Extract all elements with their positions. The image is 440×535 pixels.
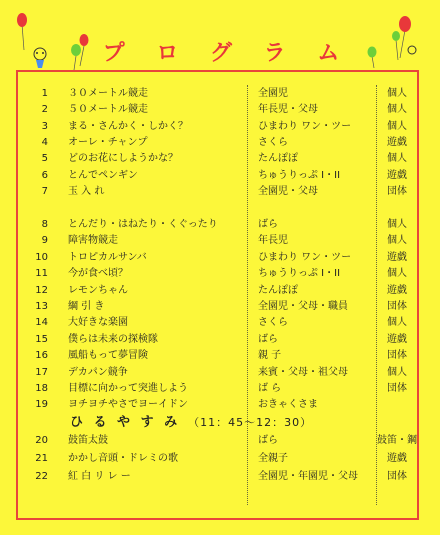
participant-group: 来賓・父母・祖父母 bbox=[258, 366, 348, 378]
event-name: レモンちゃん bbox=[68, 284, 128, 296]
program-row bbox=[22, 315, 417, 331]
participant-group: ひまわり ワン・ツー bbox=[258, 120, 352, 132]
event-name: オーレ・チャンプ bbox=[68, 136, 148, 148]
balloons-left-icon bbox=[10, 10, 90, 70]
event-kind: 遊戯 bbox=[387, 136, 407, 148]
participant-group: ちゅうりっぷ I・II bbox=[258, 268, 341, 280]
event-name: トロピカルサンバ bbox=[68, 251, 147, 263]
item-number: 7 bbox=[41, 185, 48, 197]
event-name: 玉 入 れ bbox=[68, 185, 105, 197]
event-name: 綱 引 き bbox=[68, 301, 105, 312]
event-name: 紅 白 リ レ ー bbox=[68, 471, 131, 482]
item-number: 22 bbox=[35, 471, 48, 482]
balloons-right-icon bbox=[360, 10, 430, 70]
event-name: とんでペンギン bbox=[68, 169, 138, 181]
item-number: 10 bbox=[35, 251, 48, 263]
participant-group: 年長児 bbox=[258, 235, 288, 247]
event-kind: 個人 bbox=[387, 317, 407, 329]
event-name: 大好きな楽園 bbox=[68, 317, 128, 329]
program-row bbox=[22, 332, 417, 348]
participant-group: おきゃくさま bbox=[258, 399, 318, 411]
participant-group: ばら bbox=[258, 333, 278, 345]
program-row bbox=[22, 135, 417, 151]
participant-group: 全園児・父母・職員 bbox=[258, 301, 348, 312]
program-row bbox=[22, 365, 417, 381]
participant-group: ひまわり ワン・ツー bbox=[258, 251, 352, 263]
event-kind: 個人 bbox=[387, 153, 407, 165]
participant-group: 全園児 bbox=[258, 88, 288, 99]
item-number: 20 bbox=[35, 435, 48, 446]
event-kind: 遊戯 bbox=[387, 169, 407, 181]
participant-group: さくら bbox=[258, 136, 288, 148]
event-kind: 遊戯 bbox=[387, 284, 407, 296]
item-number: 4 bbox=[41, 136, 48, 148]
participant-group: 全親子 bbox=[258, 453, 288, 464]
event-name: ヨチヨチやさでヨーイドン bbox=[68, 399, 188, 411]
event-name: ３０メートル競走 bbox=[68, 88, 148, 99]
event-name: とんだり・はねたり・くぐったり bbox=[68, 219, 218, 230]
item-number: 13 bbox=[35, 301, 48, 312]
event-kind: 団体 bbox=[387, 350, 407, 362]
program-row bbox=[22, 250, 417, 266]
event-name: 鼓笛太鼓 bbox=[68, 435, 108, 446]
event-name: かかし音頭・ドレミの歌 bbox=[68, 453, 178, 464]
program-row bbox=[22, 299, 417, 315]
lunch-time: （11：45〜12：30） bbox=[188, 416, 313, 429]
program-row bbox=[22, 151, 417, 167]
item-number: 14 bbox=[35, 317, 48, 329]
event-name: 僕らは未来の探検隊 bbox=[68, 333, 158, 345]
event-kind: 個人 bbox=[387, 268, 407, 280]
item-number: 21 bbox=[35, 453, 48, 464]
program-row bbox=[22, 184, 417, 200]
item-number: 11 bbox=[35, 268, 48, 280]
event-kind: 遊戯 bbox=[387, 453, 407, 464]
event-kind: 個人 bbox=[387, 88, 407, 99]
event-kind: 団体 bbox=[387, 471, 407, 482]
item-number: 19 bbox=[35, 399, 48, 411]
event-name: どのお花にしようかな？ bbox=[68, 153, 178, 165]
program-row bbox=[22, 397, 417, 413]
event-kind: 遊戯 bbox=[387, 333, 407, 345]
event-kind: 団体 bbox=[387, 185, 407, 197]
event-name: 障害物競走 bbox=[68, 235, 118, 247]
program-row bbox=[22, 348, 417, 364]
event-name: ５０メートル競走 bbox=[68, 104, 148, 116]
event-name: 今が食べ頃？ bbox=[68, 268, 128, 280]
program-row bbox=[22, 119, 417, 135]
participant-group: 年長児・父母 bbox=[258, 104, 318, 116]
program-row bbox=[22, 469, 417, 485]
program-row bbox=[22, 283, 417, 299]
item-number: 18 bbox=[35, 383, 48, 394]
lunch-label: ひ る や す み bbox=[70, 415, 181, 430]
event-kind: 遊戯 bbox=[387, 251, 407, 263]
event-kind: 個人 bbox=[387, 104, 407, 116]
item-number: 12 bbox=[35, 284, 48, 296]
event-kind: 個人 bbox=[387, 235, 407, 247]
program-row bbox=[22, 451, 417, 467]
event-kind: 個人 bbox=[387, 120, 407, 132]
program-row bbox=[22, 86, 417, 102]
item-number: 17 bbox=[35, 366, 48, 378]
item-number: 8 bbox=[41, 219, 48, 230]
item-number: 6 bbox=[41, 169, 48, 181]
participant-group: ば ら bbox=[258, 383, 282, 394]
item-number: 5 bbox=[41, 153, 48, 165]
participant-group: ばら bbox=[258, 435, 278, 446]
item-number: 9 bbox=[41, 235, 48, 247]
event-kind: 個人 bbox=[387, 366, 407, 378]
item-number: 2 bbox=[41, 104, 48, 116]
participant-group: ばら bbox=[258, 219, 278, 230]
participant-group: たんぽぽ bbox=[258, 284, 298, 296]
event-name: デカパン競争 bbox=[68, 366, 128, 378]
event-kind: 個人 bbox=[387, 219, 407, 230]
event-kind: 団体 bbox=[387, 301, 407, 312]
event-name: 目標に向かって突進しよう bbox=[68, 383, 188, 394]
participant-group: ちゅうりっぷ I・II bbox=[258, 169, 341, 181]
page-title: プ ロ グ ラ ム bbox=[102, 41, 352, 66]
event-name: 風船もって夢冒険 bbox=[68, 350, 148, 362]
event-kind: 鼓笛・鋼 bbox=[377, 435, 417, 446]
program-row bbox=[22, 233, 417, 249]
participant-group: 全園児・父母 bbox=[258, 185, 318, 197]
program-row bbox=[22, 217, 417, 233]
event-name: まる・さんかく・しかく？ bbox=[68, 120, 188, 132]
program-row bbox=[22, 266, 417, 282]
item-number: 16 bbox=[35, 350, 48, 362]
item-number: 1 bbox=[41, 88, 48, 99]
participant-group: たんぽぽ bbox=[258, 153, 298, 165]
participant-group: 親 子 bbox=[258, 350, 282, 362]
participant-group: 全園児・年園児・父母 bbox=[258, 471, 358, 482]
event-kind: 団体 bbox=[387, 383, 407, 394]
program-row bbox=[22, 168, 417, 184]
item-number: 3 bbox=[41, 120, 48, 132]
lunch-break bbox=[70, 414, 400, 432]
item-number: 15 bbox=[35, 333, 48, 345]
participant-group: さくら bbox=[258, 317, 288, 329]
program-row bbox=[22, 381, 417, 397]
program-row bbox=[22, 433, 417, 449]
program-row bbox=[22, 102, 417, 118]
